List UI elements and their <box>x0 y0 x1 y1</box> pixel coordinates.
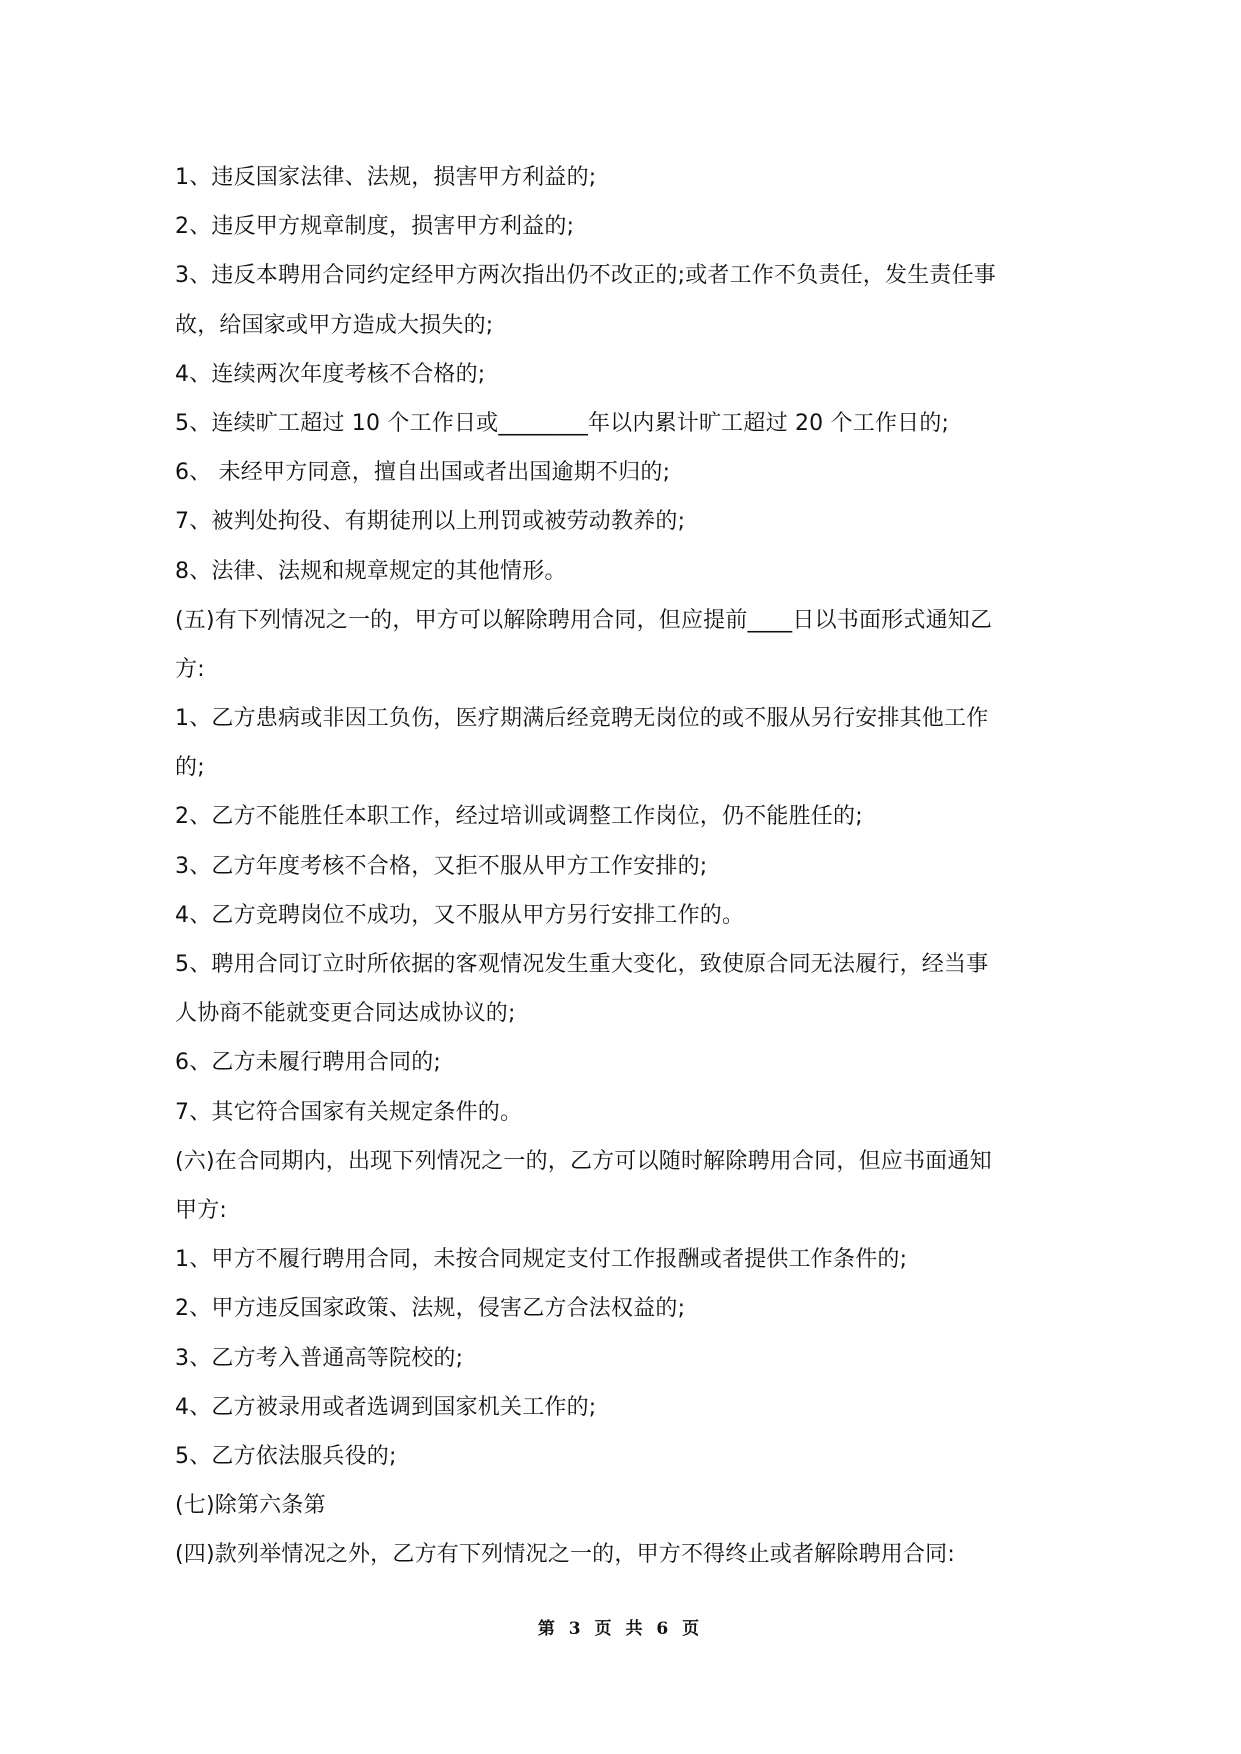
text-line: 5、乙方依法服兵役的; <box>175 1443 397 1469</box>
page-number-footer: 第 3 页 共 6 页 <box>537 1619 704 1639</box>
text-line: 故，给国家或甲方造成大损失的; <box>175 312 494 338</box>
text-line: 人协商不能就变更合同达成协议的; <box>175 1001 516 1027</box>
text-line: 5、聘用合同订立时所依据的客观情况发生重大变化，致使原合同无法履行，经当事 <box>175 952 989 977</box>
text-line: 4、连续两次年度考核不合格的; <box>175 361 486 387</box>
document-body <box>175 153 1087 1579</box>
text-line: 甲方: <box>175 1197 228 1223</box>
text-line: 3、乙方年度考核不合格，又拒不服从甲方工作安排的; <box>175 853 708 879</box>
text-line: 7、被判处拘役、有期徒刑以上刑罚或被劳动教养的; <box>175 509 686 535</box>
text-line: 3、违反本聘用合同约定经甲方两次指出仍不改正的;或者工作不负责任，发生责任事 <box>175 263 997 289</box>
text-line: 6、 未经甲方同意，擅自出国或者出国逾期不归的; <box>175 460 671 486</box>
text-line: 4、乙方竞聘岗位不成功，又不服从甲方另行安排工作的。 <box>175 902 745 928</box>
text-line: 1、违反国家法律、法规，损害甲方利益的; <box>175 165 597 190</box>
text-line: (七)除第六条第 <box>175 1493 326 1519</box>
text-line: 1、乙方患病或非因工负伤，医疗期满后经竞聘无岗位的或不服从另行安排其他工作 <box>175 706 989 732</box>
text-line: 4、乙方被录用或者选调到国家机关工作的; <box>175 1394 597 1420</box>
text-line: (五)有下列情况之一的，甲方可以解除聘用合同，但应提前____日以书面形式通知乙 <box>175 607 993 633</box>
text-line: 2、甲方违反国家政策、法规，侵害乙方合法权益的; <box>175 1296 686 1322</box>
text-line: 2、乙方不能胜任本职工作，经过培训或调整工作岗位，仍不能胜任的; <box>175 804 863 830</box>
text-line: 的; <box>175 755 205 781</box>
text-line: 6、乙方未履行聘用合同的; <box>175 1050 442 1076</box>
text-line: 7、其它符合国家有关规定条件的。 <box>175 1099 523 1125</box>
text-line: 方: <box>175 656 205 682</box>
text-line: 8、法律、法规和规章规定的其他情形。 <box>175 558 567 584</box>
text-line: 3、乙方考入普通高等院校的; <box>175 1345 464 1371</box>
text-line: 2、违反甲方规章制度，损害甲方利益的; <box>175 214 575 240</box>
text-line: (六)在合同期内，出现下列情况之一的，乙方可以随时解除聘用合同，但应书面通知 <box>175 1148 992 1174</box>
text-line: 5、连续旷工超过 10 个工作日或________年以内累计旷工超过 20 个工作日的; <box>175 410 950 436</box>
text-line: 1、甲方不履行聘用合同，未按合同规定支付工作报酬或者提供工作条件的; <box>175 1247 908 1273</box>
text-line: (四)款列举情况之外，乙方有下列情况之一的，甲方不得终止或者解除聘用合同: <box>175 1542 955 1568</box>
